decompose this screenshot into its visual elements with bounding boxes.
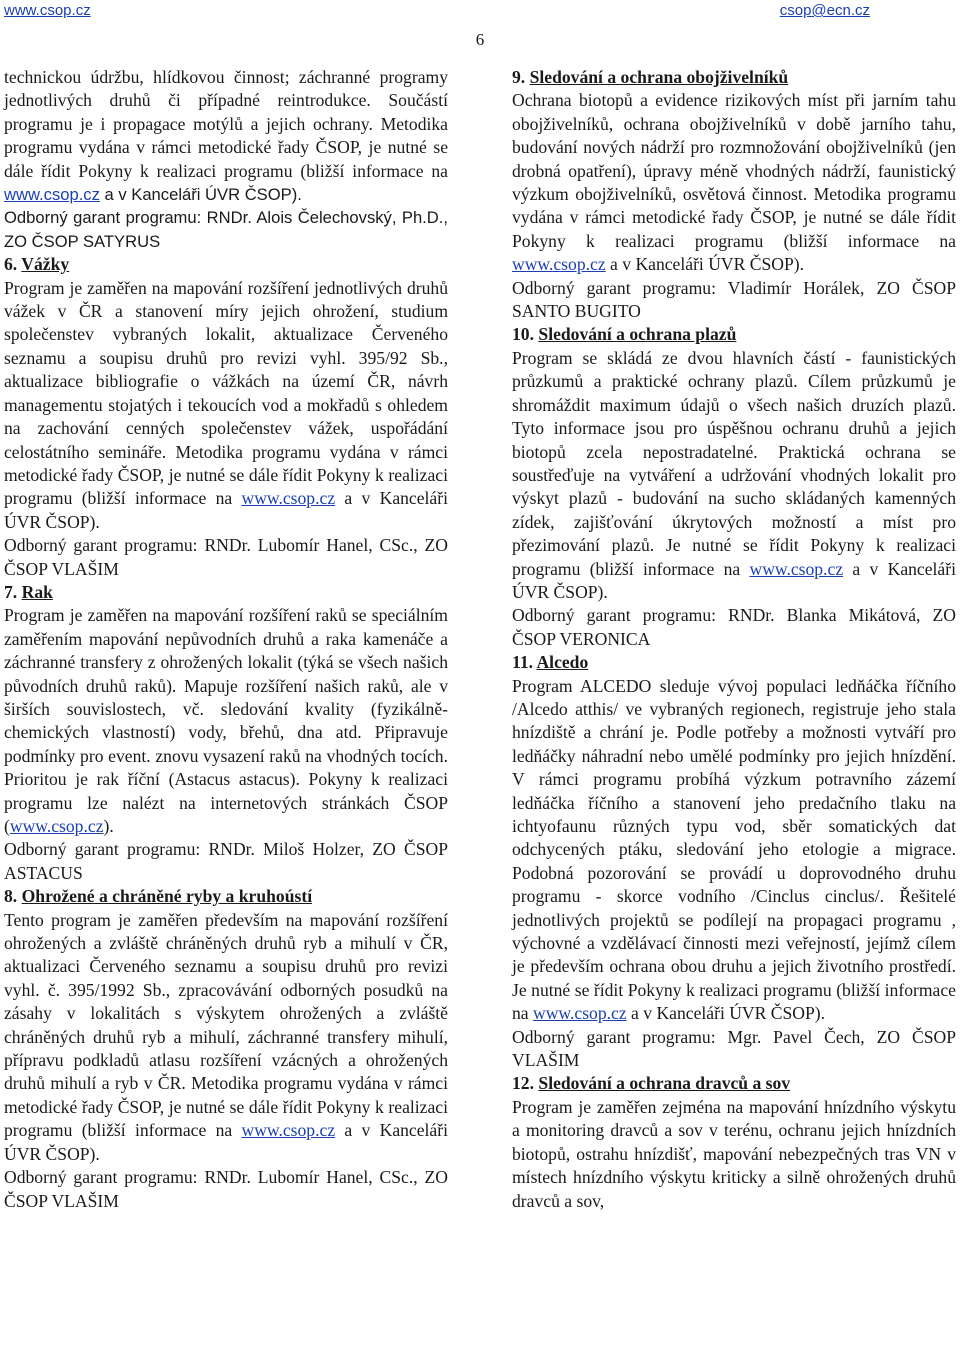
section-text: a v Kanceláři ÚVR ČSOP). bbox=[4, 1120, 448, 1164]
section-text: Tento program je zaměřen především na mapování rozšíření ohrožených a zvláště chráněných druhů ryb a mihulí v ČR, aktualizaci Červeného seznamu a soupisu druhů pro revizi vyhl. č. 395/1992 Sb., zpracovávání odborných posudků na zásahy v lokalitách s výskytem ohrožených a zvláště chráněných druhů ryb a mihulí, záchranné transfery mihulí, přípravu podkladů atlasu rozšíření vzácných a ohrožených druhů mihulí a ryb v ČR. Metodika programu vydána v rámci metodické řady ČSOP, je nutné se dále řídit Pokyny k realizaci programu (bližší informace na bbox=[4, 909, 448, 1141]
section-title: Sledování a ochrana dravců a sov bbox=[538, 1073, 791, 1094]
section-title: Rak bbox=[21, 581, 53, 602]
section-link[interactable]: www.csop.cz bbox=[9, 816, 104, 836]
section-body-7 bbox=[4, 604, 448, 838]
section-link[interactable]: www.csop.cz bbox=[241, 488, 336, 509]
section-text: Program ALCEDO sleduje vývoj populaci ledňáčka říčního /Alcedo atthis/ ve vybraných regionech, registruje jeho stala hnízdiště a chrání je. Podle potřeby a možnosti vytváří pro ledňáčky náhradní nebo umělé podmínky pro jejich hnízdění. V rámci programu probíhá výzkum potravního zázemí ledňáčka říčního a stanovení jeho predačního tlaku na ichtyofaunu různých typu vod, sběr somatických dat odchycených ptáku, sledování jeho etologie a migrace. Podobná pozorování se provádí u doprovodného druhu programu - skorce vodního /Cinclus cinclus/. Řešitelé jednotlivých projektů se podílejí na propagaci programu , výchovné a vzdělávací činnosti mezi veřejností, jejímž cílem je především ochrana obou druhu a jejich životního prostředí. Je nutné se řídit Pokyny k realizaci programu (bližší informace na bbox=[512, 675, 956, 1024]
intro-text: technickou údržbu, hlídkovou činnost; záchranné programy jednotlivých druhů či případné reintrodukce. Součástí programu je i propagace motýlů a jejich ochrany. Metodika programu vydána v rámci metodické řady ČSOP, je nutné se dále řídit Pokyny k realizaci programu (bližší informace na bbox=[4, 67, 448, 181]
section-heading-7 bbox=[4, 581, 448, 604]
page-header bbox=[0, 0, 960, 22]
section-heading-6 bbox=[4, 253, 448, 276]
section-heading-11 bbox=[512, 651, 956, 674]
section-heading-10 bbox=[512, 323, 956, 346]
section-garant-10: Odborný garant programu: RNDr. Blanka Mikátová, ZO ČSOP VERONICA bbox=[512, 605, 956, 649]
section-title: Vážky bbox=[21, 254, 70, 275]
intro-paragraph bbox=[4, 66, 448, 206]
section-number: 12. bbox=[512, 1073, 534, 1094]
section-number: 6. bbox=[4, 254, 18, 275]
section-link[interactable]: www.csop.cz bbox=[749, 558, 844, 579]
section-link[interactable]: www.csop.cz bbox=[241, 1120, 336, 1141]
section-heading-12 bbox=[512, 1072, 956, 1095]
section-number: 8. bbox=[4, 886, 18, 907]
section-title: Sledování a ochrana plazů bbox=[538, 324, 737, 345]
section-garant-8: Odborný garant programu: RNDr. Lubomír Hanel, CSc., ZO ČSOP VLAŠIM bbox=[4, 1167, 448, 1211]
section-body-6 bbox=[4, 277, 448, 534]
section-text: , aktualizace bibliografie o vážkách na území ČR, návrh managementu stojatých i tekoucích vod a mokřadů s ohledem na zachování cenných společenstev vážek, uspořádání celostátního semináře. Metodika programu vydána v rámci metodické řady ČSOP, je nutné se dále řídit Pokyny k realizaci programu (bližší informace na bbox=[4, 347, 448, 509]
page-number: 6 bbox=[475, 30, 485, 49]
section-body-10 bbox=[512, 347, 956, 604]
section-number: 9. bbox=[512, 67, 526, 87]
section-body-9 bbox=[512, 89, 956, 276]
intro-garant: Odborný garant programu: RNDr. Alois Čelechovský, Ph.D., ZO ČSOP SATYRUS bbox=[4, 208, 448, 251]
section-garant-11: Odborný garant programu: Mgr. Pavel Čech, ZO ČSOP VLAŠIM bbox=[512, 1026, 956, 1071]
section-text: ). bbox=[103, 816, 114, 836]
intro-link[interactable]: www.csop.cz bbox=[4, 185, 100, 205]
left-column bbox=[4, 66, 448, 1213]
section-heading-9 bbox=[512, 66, 956, 89]
section-body-12: Program je zaměřen zejména na mapování hnízdního výskytu a monitoring dravců a sov v terénu, ochranu jejich hnízdních biotopů, ostrahu hnízdišť, mapování nebezpečných tras VN v místech hnízdního výskytu kriticky a silně ohrožených druhů dravců a sov, bbox=[512, 1096, 956, 1211]
section-link[interactable]: www.csop.cz bbox=[533, 1003, 627, 1024]
header-email-link[interactable]: csop@ecn.cz bbox=[779, 2, 870, 19]
section-garant-9: Odborný garant programu: Vladimír Horálek, ZO ČSOP SANTO BUGITO bbox=[512, 277, 956, 322]
section-number: 11. bbox=[512, 652, 534, 673]
section-text: Program je zaměřen na mapování rozšíření raků se speciálním zaměřením mapování nepůvodních druhů a raka kamenáče a záchranné transfery z ohrožených lokalit (týká se všech našich původních druhů raků). Mapuje rozšíření našich raků, ale v širších souvislostech, vč. sledování kvality (fyzikálně-chemických vlastností) vody, břehů, dna atd. Připravuje podmínky pro event. znovu vysazení raků na vhodných tocích. Prioritou je rak říční (Astacus astacus). Pokyny k realizaci programu lze nalézt na internetových stránkách ČSOP ( bbox=[4, 605, 448, 836]
section-title: Sledování a ochrana obojživelníků bbox=[529, 67, 789, 87]
section-number: 7. bbox=[4, 581, 18, 602]
section-text: a v Kanceláři ÚVR ČSOP). bbox=[605, 254, 805, 275]
section-title: Alcedo bbox=[536, 652, 589, 673]
section-text: Ochrana biotopů a evidence rizikových míst při jarním tahu obojživelníků, ochrana obojživelníků v době jarního tahu, budování nových nádrží pro rozmnožování obojživelníků (jen drobná opatření), úpravy méně vhodných nádrží, faunistický výzkum obojživelníků, osvětová činnost. Metodika programu vydána v rámci metodické řady ČSOP, je nutné se dále řídit Pokyny k realizaci programu (bližší informace na bbox=[512, 90, 956, 251]
section-link[interactable]: www.csop.cz bbox=[512, 254, 606, 275]
section-body-11 bbox=[512, 675, 956, 1026]
section-text: a v Kanceláři ÚVR ČSOP). bbox=[626, 1003, 826, 1024]
section-garant-7: Odborný garant programu: RNDr. Miloš Holzer, ZO ČSOP ASTACUS bbox=[4, 839, 448, 883]
intro-text-end: a v Kanceláři ÚVR ČSOP). bbox=[99, 185, 302, 205]
header-website-link[interactable]: www.csop.cz bbox=[4, 2, 91, 19]
section-body-8 bbox=[4, 909, 448, 1166]
section-text: a v Kanceláři ÚVR ČSOP). bbox=[4, 488, 448, 532]
section-text: Program je zaměřen na mapování rozšíření jednotlivých druhů vážek v ČR a stanovení míry jejich ohrožení, studium společenstev vybraných lokalit, aktualizace Červeného seznamu a soupisu druhů pro revizi vyhl. 395/92 Sb. bbox=[4, 277, 448, 368]
section-text: a v Kanceláři ÚVR ČSOP). bbox=[512, 558, 956, 602]
section-garant-6: Odborný garant programu: RNDr. Lubomír Hanel, CSc., ZO ČSOP VLAŠIM bbox=[4, 535, 448, 579]
section-heading-8 bbox=[4, 885, 448, 908]
right-column bbox=[512, 66, 956, 1213]
section-title: Ohrožené a chráněné ryby a kruhoústí bbox=[21, 886, 313, 907]
section-text: Program se skládá ze dvou hlavních částí - faunistických průzkumů a praktické ochrany plazů. Cílem průzkumů je shromáždit maximum údajů o všech našich druzích plazů. Tyto informace jsou pro úspěšnou ochranu druhů a jejich biotopů zcela nepostradatelné. Praktická ochrana se soustřeďuje na vytváření a udržování vhodných lokalit pro výskyt plazů - budování na sucho skládaných kamenných zídek, zajišťování úkrytových možností a míst pro přezimování plazů. Je nutné se řídit Pokyny k realizaci programu (bližší informace na bbox=[512, 347, 956, 579]
section-number: 10. bbox=[512, 324, 534, 345]
